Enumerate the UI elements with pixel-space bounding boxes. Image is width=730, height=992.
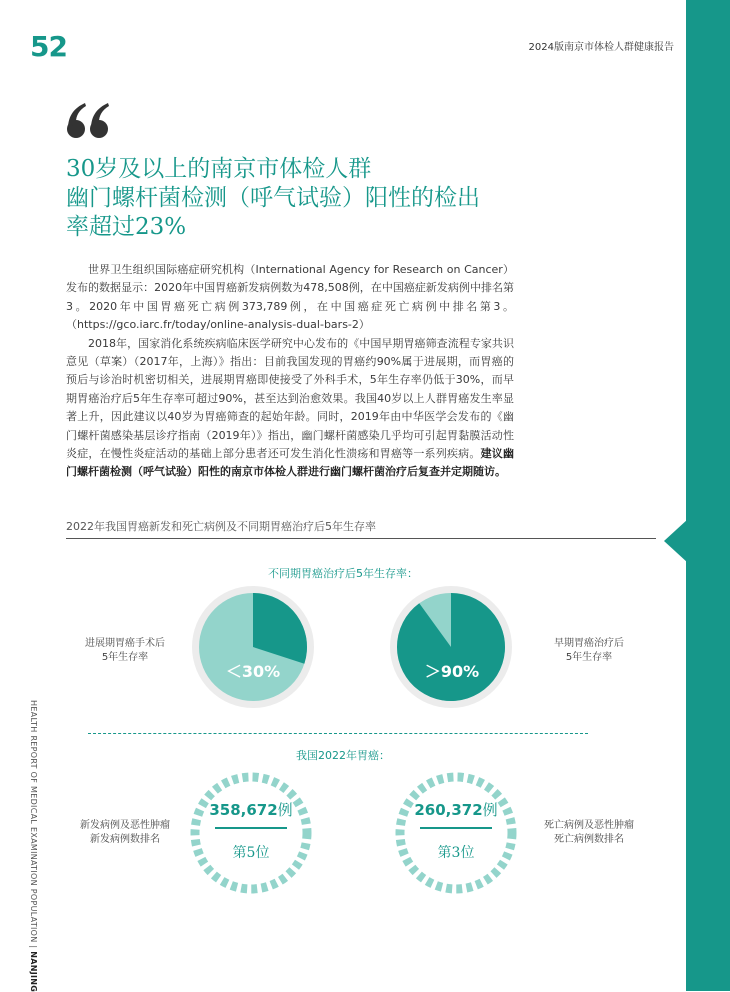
new-cases-number: 358,672	[209, 801, 278, 819]
new-label-line-2: 新发病例数排名	[90, 834, 160, 845]
new-cases-ring	[189, 771, 313, 895]
death-cases-rank: 第3位	[437, 845, 475, 861]
title-line-2: 幽门螺杆菌检测（呼气试验）阳性的检出	[66, 185, 480, 211]
advanced-label-line-2: 5年生存率	[101, 652, 149, 663]
advanced-survival-pie	[191, 585, 315, 709]
new-cases-rule	[215, 827, 287, 829]
survival-section-title: 不同期胃癌治疗后5年生存率：	[268, 567, 418, 580]
body-text	[66, 261, 514, 482]
early-survival-value: ＞90%	[424, 662, 480, 681]
death-cases-label	[534, 819, 644, 847]
new-cases-count	[189, 799, 313, 820]
advanced-survival-label	[70, 637, 180, 665]
dashed-ring	[195, 777, 307, 889]
death-label-line-1: 死亡病例及恶性肿瘤	[544, 820, 634, 831]
early-label-line-1: 早期胃癌治疗后	[554, 638, 624, 649]
advanced-label-line-1: 进展期胃癌手术后	[85, 638, 165, 649]
recommendation-text: 建议幽门螺杆菌检测（呼气试验）阳性的南京市体检人群进行幽门螺杆菌治疗后复查并定期随访。	[66, 447, 515, 479]
infographic-title: 2022年我国胃癌新发和死亡病例及不同期胃癌治疗后5年生存率	[66, 520, 376, 533]
death-cases-ring	[394, 771, 518, 895]
page-title	[66, 155, 536, 242]
new-cases-rank: 第5位	[232, 845, 270, 861]
vertical-text-normal: HEALTH REPORT OF MEDICAL EXAMINATION POPULATION |	[29, 700, 38, 952]
early-survival-pie	[389, 585, 513, 709]
paragraph-2	[66, 335, 514, 482]
advanced-survival-value: ＜30%	[225, 662, 281, 681]
new-cases-label	[70, 819, 180, 847]
death-cases-number: 260,372	[414, 801, 483, 819]
infographic-rule	[66, 538, 656, 539]
death-cases-count	[394, 799, 518, 820]
cases-section-title: 我国2022年胃癌：	[296, 749, 390, 762]
side-color-bar	[686, 0, 730, 991]
new-cases-unit: 例	[277, 801, 293, 819]
section-divider	[88, 733, 588, 734]
new-label-line-1: 新发病例及恶性肿瘤	[80, 820, 170, 831]
vertical-report-label	[26, 700, 40, 992]
early-survival-label	[534, 637, 644, 665]
death-label-line-2: 死亡病例数排名	[554, 834, 624, 845]
title-line-3: 率超过23%	[66, 214, 187, 240]
page-number: 52	[30, 30, 67, 63]
quote-icon	[66, 100, 110, 140]
vertical-text-bold: NANJING	[29, 951, 38, 992]
report-title: 2024版南京市体检人群健康报告	[528, 42, 674, 53]
early-label-line-2: 5年生存率	[565, 652, 613, 663]
paragraph-2-text: 2018年，国家消化系统疾病临床医学研究中心发布的《中国早期胃癌筛查流程专家共识意见（草案）（2017年，上海）》指出：目前我国发现的胃癌约90%属于进展期，而胃癌的预后与诊治时机密切相关，进展期胃癌即使接受了外科手术，5年生存率仍低于30%，而早期胃癌治疗后5年生存率可超过90%，甚至达到治愈效果。我国40岁以上人群胃癌发生率显著上升，因此建议以40岁为胃癌筛查的起始年龄。同时，2019年由中华医学会发布的《幽门螺杆菌感染基层诊疗指南（2019年）》指出，幽门螺杆菌感染几乎均可引起胃黏膜活动性炎症，在慢性炎症活动的基础上部分患者还可发生消化性溃疡和胃癌等一系列疾病。	[66, 336, 514, 461]
vertical-report-text	[29, 700, 38, 992]
arrow-left-icon	[664, 519, 688, 563]
death-cases-unit: 例	[482, 801, 498, 819]
dashed-ring	[400, 777, 512, 889]
death-cases-rule	[420, 827, 492, 829]
title-line-1: 30岁及以上的南京市体检人群	[66, 156, 372, 182]
paragraph-1: 世界卫生组织国际癌症研究机构（International Agency for Research on Cancer）发布的数据显示：2020年中国胃癌新发病例数为478,508例，在中国癌症新发病例中排名第3。2020年中国胃癌死亡病例373,789例，在中国癌症死亡病例中排名第3。（https://gco.iarc.fr/today/online-analysis-dual-bars-2）	[66, 263, 514, 332]
